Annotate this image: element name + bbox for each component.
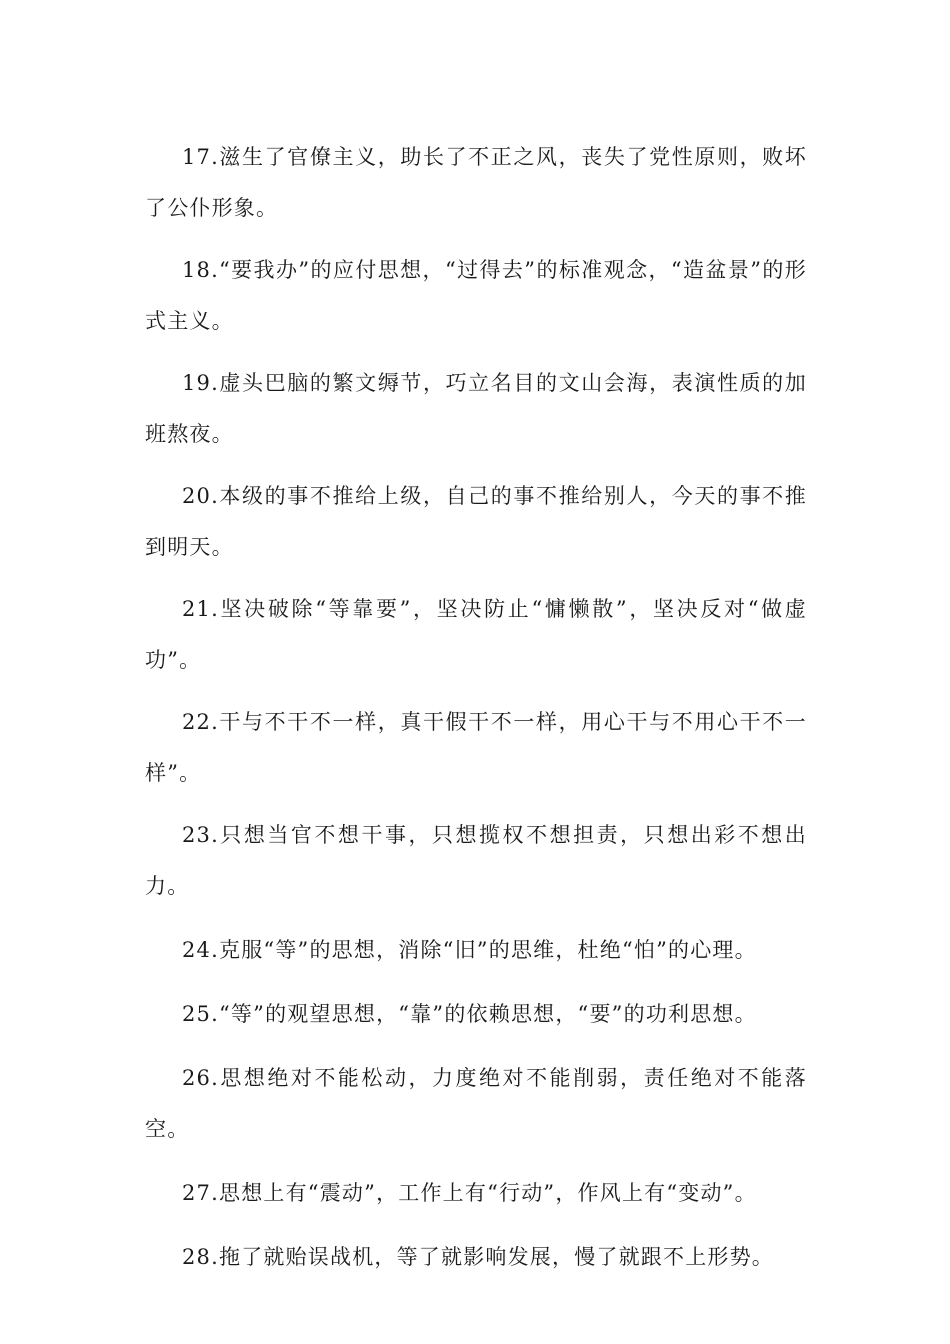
paragraph-19 <box>145 358 807 460</box>
item-number: 17. <box>182 145 219 169</box>
item-number: 26. <box>182 1066 219 1090</box>
item-number: 20. <box>182 484 219 508</box>
item-text: 干与不干不一样，真干假干不一样，用心干与不用心干不一样”。 <box>145 710 807 785</box>
item-text: 拖了就贻误战机，等了就影响发展，慢了就跟不上形势。 <box>219 1245 774 1269</box>
item-text: 虚头巴脑的繁文缛节，巧立名目的文山会海，表演性质的加班熬夜。 <box>145 371 807 446</box>
paragraph-25 <box>145 989 807 1040</box>
item-text: 坚决破除“等靠要”，坚决防止“慵懒散”，坚决反对“做虚功”。 <box>145 597 807 672</box>
paragraph-24 <box>145 925 807 976</box>
paragraph-18 <box>145 245 807 347</box>
paragraph-22 <box>145 697 807 799</box>
paragraph-21 <box>145 584 807 686</box>
paragraph-23 <box>145 810 807 912</box>
item-number: 25. <box>182 1002 219 1026</box>
item-number: 24. <box>182 938 219 962</box>
paragraph-27 <box>145 1168 807 1219</box>
item-number: 18. <box>182 258 219 282</box>
item-number: 28. <box>182 1245 219 1269</box>
paragraph-20 <box>145 471 807 573</box>
paragraph-28 <box>145 1232 807 1283</box>
document-body <box>145 132 807 1296</box>
item-text: 思想绝对不能松动，力度绝对不能削弱，责任绝对不能落空。 <box>145 1066 807 1141</box>
item-text: 克服“等”的思想，消除“旧”的思维，杜绝“怕”的心理。 <box>219 938 757 962</box>
item-text: “要我办”的应付思想，“过得去”的标准观念，“造盆景”的形式主义。 <box>145 258 807 333</box>
paragraph-26 <box>145 1053 807 1155</box>
item-text: 滋生了官僚主义，助长了不正之风，丧失了党性原则，败坏了公仆形象。 <box>145 145 807 220</box>
item-text: 思想上有“震动”，工作上有“行动”，作风上有“变动”。 <box>219 1181 757 1205</box>
item-number: 21. <box>182 597 219 621</box>
item-number: 19. <box>182 371 219 395</box>
paragraph-17 <box>145 132 807 234</box>
item-text: “等”的观望思想，“靠”的依赖思想，“要”的功利思想。 <box>219 1002 757 1026</box>
item-text: 只想当官不想干事，只想揽权不想担责，只想出彩不想出力。 <box>145 823 807 898</box>
item-text: 本级的事不推给上级，自己的事不推给别人，今天的事不推到明天。 <box>145 484 807 559</box>
item-number: 23. <box>182 823 219 847</box>
item-number: 27. <box>182 1181 219 1205</box>
item-number: 22. <box>182 710 219 734</box>
